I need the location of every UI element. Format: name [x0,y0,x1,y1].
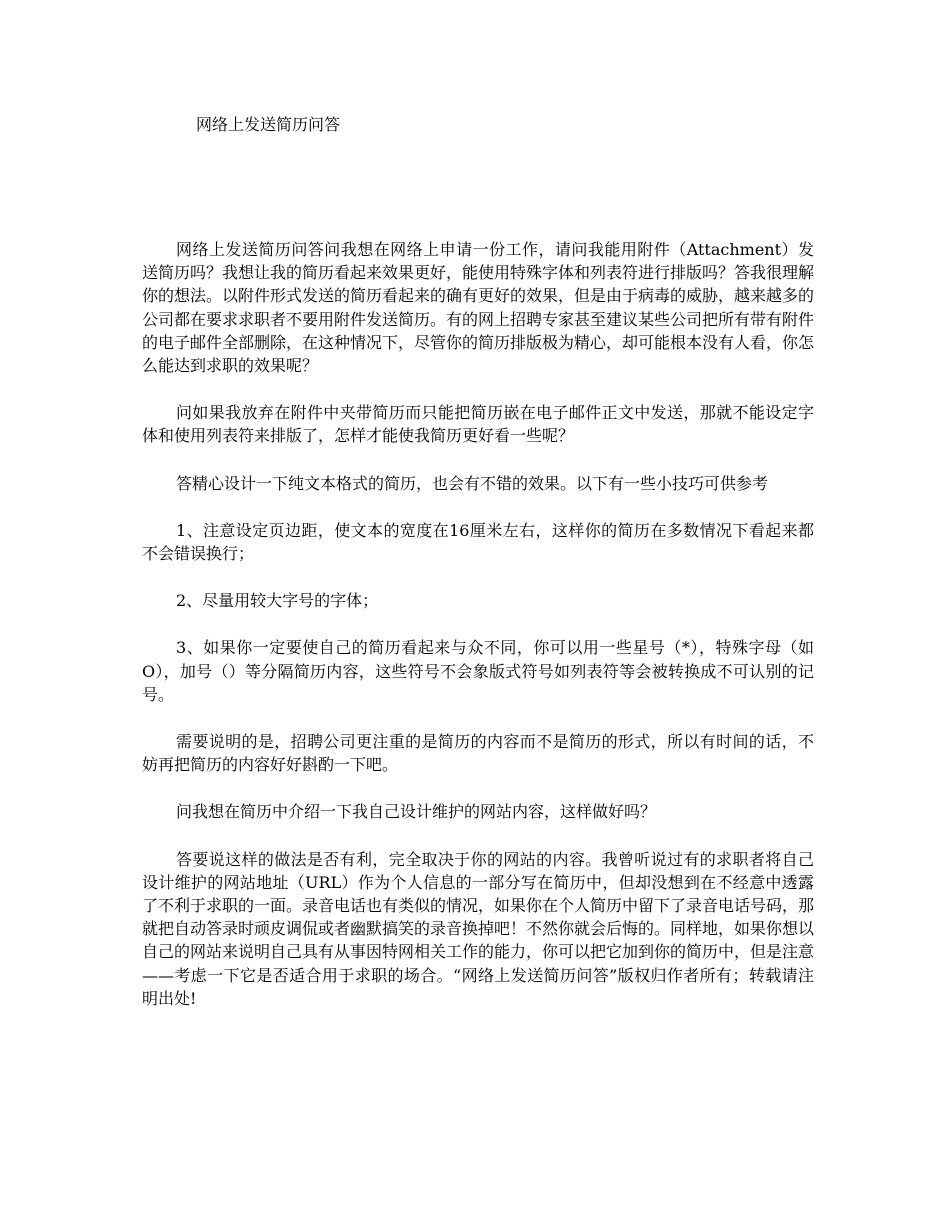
paragraph-tip-1: 1、注意设定页边距，使文本的宽度在16厘米左右，这样你的简历在多数情况下看起来都不会错误换行； [142,520,814,564]
paragraph-question-website: 问我想在简历中介绍一下我自己设计维护的网站内容，这样做好吗？ [176,802,657,822]
document-body [142,238,814,1034]
paragraph-tip-2: 2、尽量用较大字号的字体； [176,591,379,611]
page-title: 网络上发送简历问答 [196,115,341,134]
paragraph-note: 需要说明的是，招聘公司更注重的是简历的内容而不是简历的形式，所以有时间的话，不妨再把简历的内容好好斟酌一下吧。 [142,732,814,775]
paragraph-tip-3: 3、如果你一定要使自己的简历看起来与众不同，你可以用一些星号（*），特殊字母（如O），加号（）等分隔简历内容，这些符号不会象版式符号如列表符等会被转换成不可认别的记号。 [142,638,814,704]
paragraph-answer-website: 答要说这样的做法是否有利，完全取决于你的网站的内容。我曾听说过有的求职者将自己设计维护的网站地址（URL）作为个人信息的一部分写在简历中，但却没想到在不经意中透露了不利于求职的一面。录音电话也有类似的情况，如果你在个人简历中留下了录音电话号码，那就把自动答录时顽皮调侃或者幽默搞笑的录音换掉吧！不然你就会后悔的。同样地，如果你想以自己的网站来说明自己具有从事因特网相关工作的能力，你可以把它加到你的简历中，但是注意——考虑一下它是否适合用于求职的场合。“网络上发送简历问答”版权归作者所有；转载请注明出处! [142,849,815,1008]
paragraph-question-formatting: 问如果我放弃在附件中夹带简历而只能把简历嵌在电子邮件正文中发送，那就不能设定字体和使用列表符来排版了，怎样才能使我简历更好看一些呢？ [142,403,814,446]
paragraph-answer-plain-text: 答精心设计一下纯文本格式的简历，也会有不错的效果。以下有一些小技巧可供参考 [176,473,769,493]
paragraph-intro-question: 网络上发送简历问答问我想在网络上申请一份工作，请问我能用附件（Attachment）发送简历吗？我想让我的简历看起来效果更好，能使用特殊字体和列表符进行排版吗？答我很理解你的想法。以附件形式发送的简历看起来的确有更好的效果，但是由于病毒的威胁，越来越多的公司都在要求求职者不要用附件发送简历。有的网上招聘专家甚至建议某些公司把所有带有附件的电子邮件全部删除，在这种情况下，尽管你的简历排版极为精心，却可能根本没有人看，你怎么能达到求职的效果呢？ [142,240,815,376]
